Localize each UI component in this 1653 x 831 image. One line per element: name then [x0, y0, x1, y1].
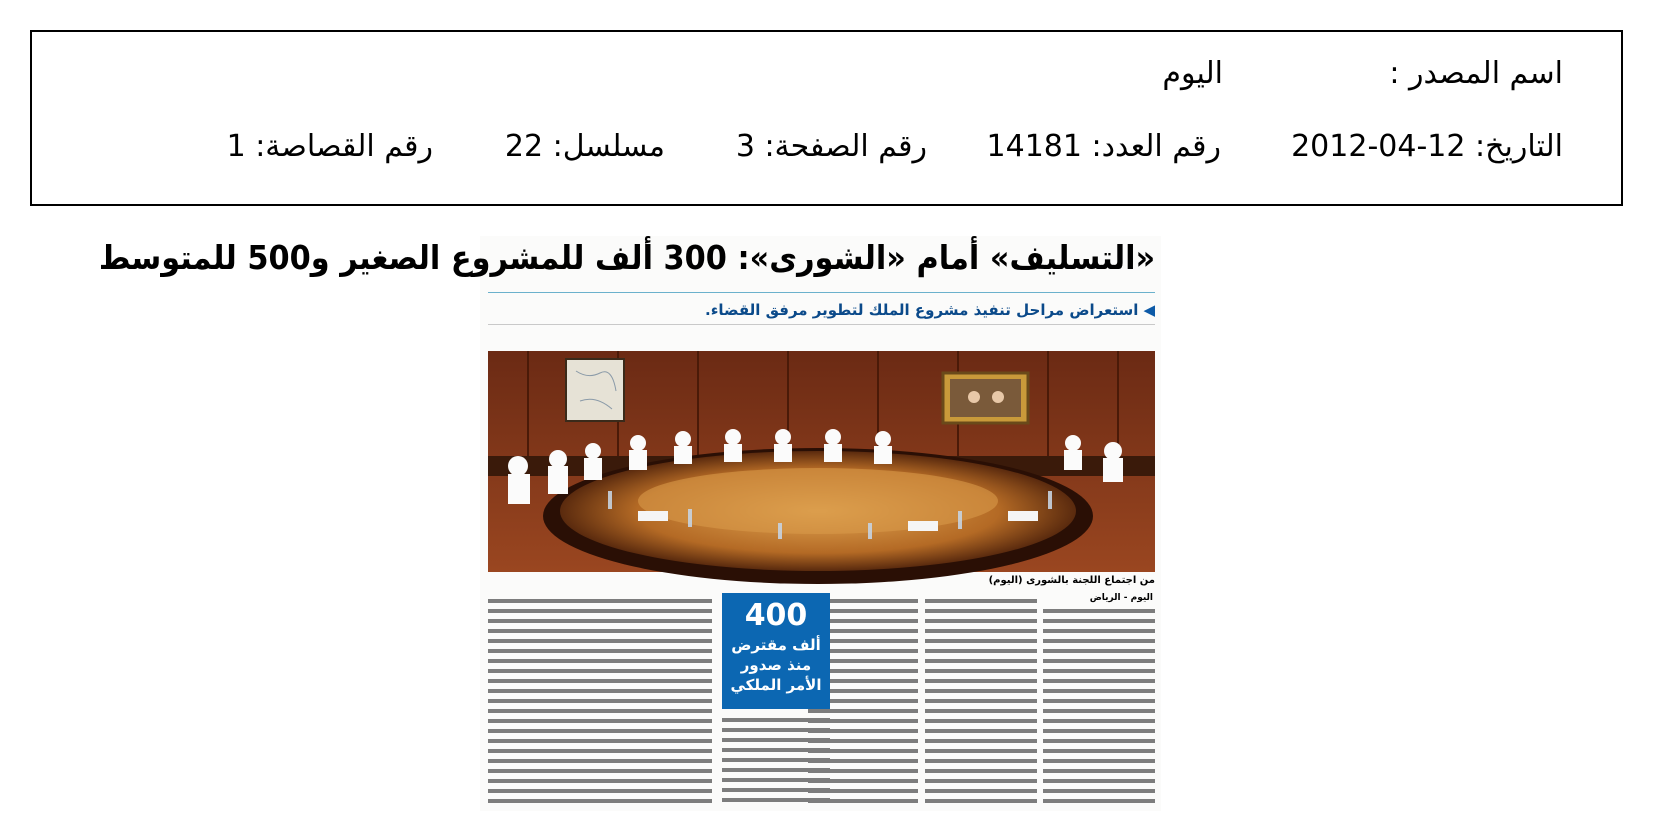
meeting-photo [488, 351, 1155, 572]
text-column-6 [488, 593, 600, 807]
text-column-1 [1043, 593, 1155, 807]
newspaper-clipping [98, 236, 1161, 811]
pullquote-text: ألف مقترض منذ صدور الأمر الملكي [730, 636, 822, 694]
serial-field: مسلسل: 22 [504, 129, 665, 164]
pullquote-number: 400 [744, 598, 808, 633]
photo-caption: من اجتماع اللجنة بالشورى (اليوم) [988, 575, 1155, 586]
article-headline: «التسليف» أمام «الشورى»: 300 ألف للمشروع الصغير و500 للمتوسط [98, 238, 1155, 277]
triangle-bullet-icon: ◀ [1143, 301, 1155, 319]
page-number-field: رقم الصفحة: 3 [735, 129, 927, 164]
issue-number-field: رقم العدد: 14181 [986, 129, 1221, 164]
divider [488, 292, 1155, 293]
subheading-text: استعراض مراحل تنفيذ مشروع الملك لتطوير مرفق القضاء. [705, 301, 1139, 319]
byline: اليوم - الرياض [1089, 593, 1153, 603]
text-column-4 [722, 714, 830, 807]
date-field: التاريخ: 12-04-2012 [1291, 129, 1563, 164]
pullquote-box [722, 593, 830, 709]
text-column-5 [600, 593, 712, 807]
clip-number-field: رقم القصاصة: 1 [226, 129, 433, 164]
source-name: اليوم [1162, 56, 1223, 91]
source-label: اسم المصدر : [1389, 56, 1563, 91]
clipping-header-box [30, 30, 1623, 206]
divider [488, 324, 1155, 325]
text-column-2 [925, 593, 1037, 807]
article-subheading [705, 301, 1155, 319]
